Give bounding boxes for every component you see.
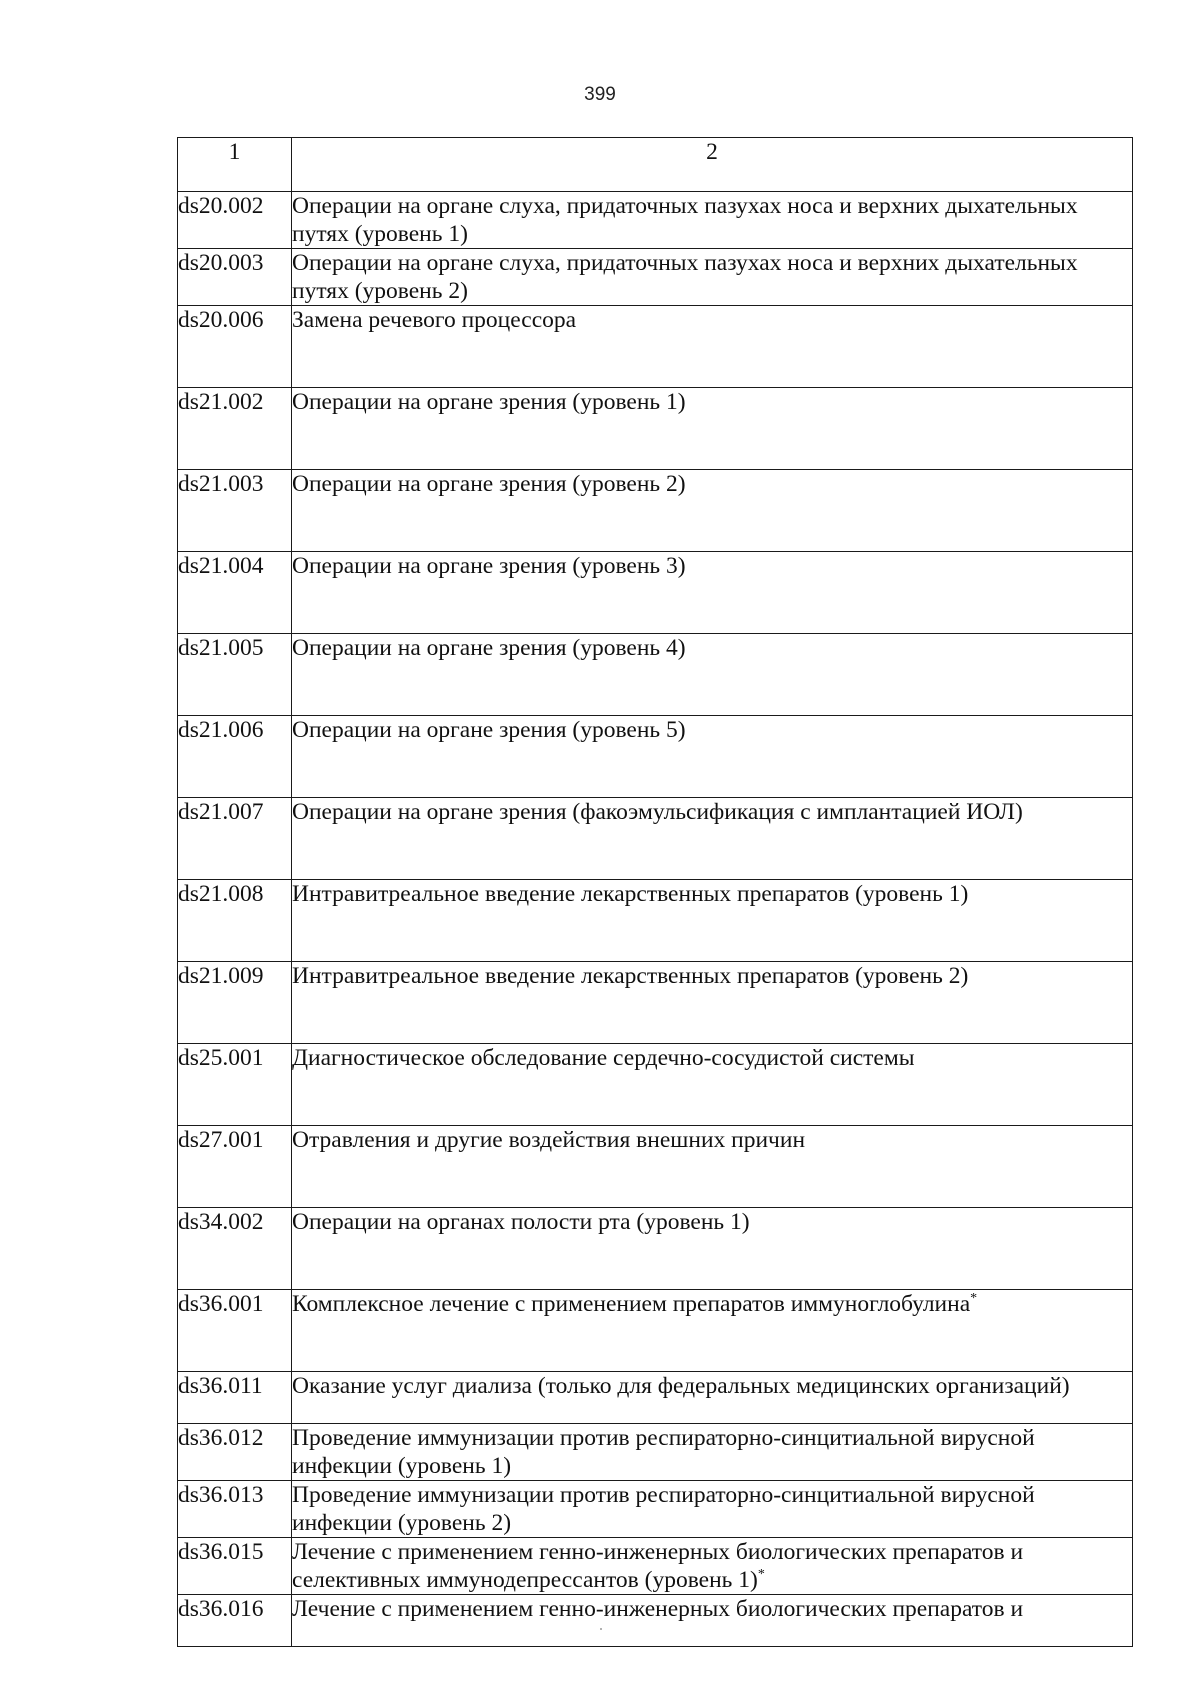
table-row <box>178 552 1133 634</box>
row-code: ds25.001 <box>178 1044 292 1126</box>
row-description <box>292 306 1133 388</box>
row-description <box>292 1290 1133 1372</box>
row-description-text: Лечение с применением генно-инженерных биологических препаратов и <box>292 1596 1024 1622</box>
row-code: ds21.004 <box>178 552 292 634</box>
table-header-row <box>178 138 1133 192</box>
row-description-text: Операции на органе слуха, придаточных пазухах носа и верхних дыхательных путях (уровень 1) <box>292 193 1078 247</box>
row-code: ds21.008 <box>178 880 292 962</box>
table-row <box>178 1538 1133 1595</box>
row-description <box>292 192 1133 249</box>
row-description-text: Замена речевого процессора <box>292 307 577 333</box>
row-code: ds21.006 <box>178 716 292 798</box>
row-description <box>292 1126 1133 1208</box>
row-description <box>292 1208 1133 1290</box>
row-description <box>292 1044 1133 1126</box>
row-description <box>292 716 1133 798</box>
footnote-mark: * <box>970 1291 978 1307</box>
table-row <box>178 716 1133 798</box>
row-description-text: Диагностическое обследование сердечно-сосудистой системы <box>292 1045 915 1071</box>
row-description <box>292 962 1133 1044</box>
row-description-text: Лечение с применением генно-инженерных биологических препаратов и селективных иммунодепрессантов (уровень 1) <box>292 1539 1024 1593</box>
row-code: ds21.003 <box>178 470 292 552</box>
table-row <box>178 1290 1133 1372</box>
row-code: ds21.009 <box>178 962 292 1044</box>
row-code: ds21.007 <box>178 798 292 880</box>
row-description-text: Комплексное лечение с применением препаратов иммуноглобулина <box>292 1291 971 1317</box>
row-description <box>292 634 1133 716</box>
row-code: ds21.002 <box>178 388 292 470</box>
row-description-text: Операции на органе зрения (уровень 3) <box>292 553 686 579</box>
row-description <box>292 798 1133 880</box>
table-row <box>178 634 1133 716</box>
row-description-text: Операции на органе зрения (уровень 5) <box>292 717 686 743</box>
row-code: ds36.011 <box>178 1372 292 1424</box>
row-code: ds36.012 <box>178 1424 292 1481</box>
table-row <box>178 880 1133 962</box>
row-description <box>292 1372 1133 1424</box>
row-description-text: Интравитреальное введение лекарственных препаратов (уровень 2) <box>292 963 969 989</box>
table-row <box>178 798 1133 880</box>
table-row <box>178 1044 1133 1126</box>
row-description-text: Операции на органе зрения (уровень 4) <box>292 635 686 661</box>
table-row <box>178 470 1133 552</box>
row-description-text: Отравления и другие воздействия внешних причин <box>292 1127 806 1153</box>
table-row <box>178 962 1133 1044</box>
column-header-1: 1 <box>178 138 292 192</box>
row-description-text: Операции на органе зрения (факоэмульсификация с имплантацией ИОЛ) <box>292 799 1023 825</box>
row-description <box>292 249 1133 306</box>
table-row <box>178 1424 1133 1481</box>
row-code: ds36.013 <box>178 1481 292 1538</box>
row-code: ds20.002 <box>178 192 292 249</box>
table-row <box>178 192 1133 249</box>
table-row <box>178 1208 1133 1290</box>
table-row <box>178 1595 1133 1647</box>
table-row <box>178 1481 1133 1538</box>
row-code: ds21.005 <box>178 634 292 716</box>
row-description <box>292 1481 1133 1538</box>
row-description <box>292 470 1133 552</box>
scan-speck <box>600 1628 602 1630</box>
row-description <box>292 1424 1133 1481</box>
table-row <box>178 249 1133 306</box>
row-description-text: Проведение иммунизации против респираторно-синцитиальной вирусной инфекции (уровень 2) <box>292 1482 1035 1536</box>
row-description-text: Операции на органах полости рта (уровень 1) <box>292 1209 750 1235</box>
row-description-text: Операции на органе слуха, придаточных пазухах носа и верхних дыхательных путях (уровень 2) <box>292 250 1078 304</box>
row-description-text: Операции на органе зрения (уровень 1) <box>292 389 686 415</box>
row-code: ds20.006 <box>178 306 292 388</box>
row-code: ds27.001 <box>178 1126 292 1208</box>
row-description-text: Проведение иммунизации против респираторно-синцитиальной вирусной инфекции (уровень 1) <box>292 1425 1035 1479</box>
row-description <box>292 552 1133 634</box>
column-header-2: 2 <box>292 138 1133 192</box>
page-number: 399 <box>584 84 616 105</box>
row-code: ds36.015 <box>178 1538 292 1595</box>
table-row <box>178 1126 1133 1208</box>
row-description <box>292 1595 1133 1647</box>
table-row <box>178 388 1133 470</box>
row-description <box>292 880 1133 962</box>
row-description-text: Операции на органе зрения (уровень 2) <box>292 471 686 497</box>
row-description <box>292 388 1133 470</box>
row-description-text: Оказание услуг диализа (только для федеральных медицинских организаций) <box>292 1373 1070 1399</box>
footnote-mark: * <box>757 1567 765 1583</box>
row-description-text: Интравитреальное введение лекарственных препаратов (уровень 1) <box>292 881 969 907</box>
row-description <box>292 1538 1133 1595</box>
row-code: ds20.003 <box>178 249 292 306</box>
table-row <box>178 1372 1133 1424</box>
codes-table <box>177 137 1133 1647</box>
row-code: ds34.002 <box>178 1208 292 1290</box>
row-code: ds36.016 <box>178 1595 292 1647</box>
table-row <box>178 306 1133 388</box>
row-code: ds36.001 <box>178 1290 292 1372</box>
